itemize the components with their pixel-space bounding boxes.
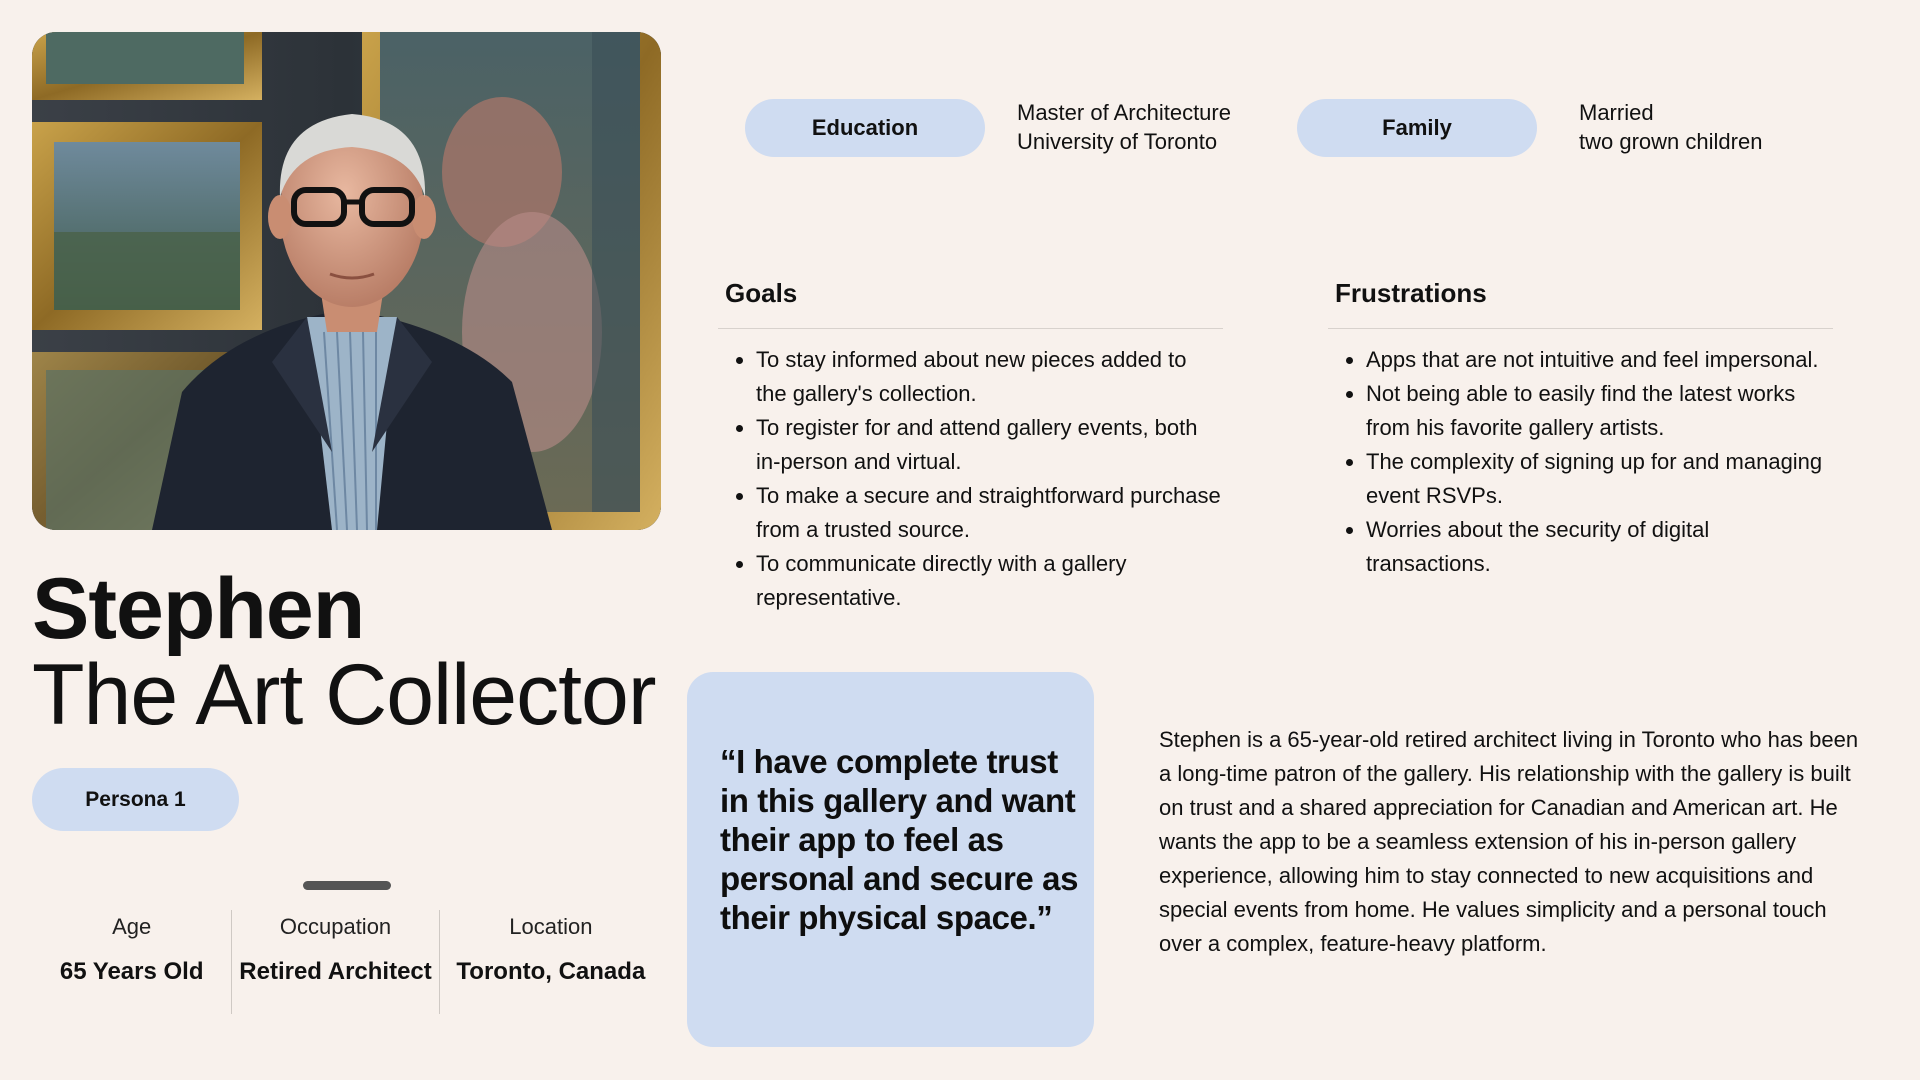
stat-value: Retired Architect [239,958,432,985]
stat-label: Location [509,914,593,939]
stat-label: Occupation [279,914,392,939]
list-item: • The complexity of signing up for and managing event RSVPs. [1366,445,1833,513]
section-divider [1328,328,1833,329]
family-status: Married [1579,100,1654,125]
stat-label: Age [112,914,152,939]
education-details [1017,98,1231,156]
persona-quote: “I have complete trust in this gallery and want their app to feel as personal and secure as their physical space.” [720,743,1079,936]
portrait-photo [32,32,661,530]
family-pill: Family [1297,99,1537,157]
frustrations-section [1328,278,1833,581]
list-item: • To register for and attend gallery events, both in-person and virtual. [756,411,1223,479]
goals-title: Goals [725,278,798,308]
education-degree: Master of Architecture [1017,100,1231,125]
persona-stats [32,910,662,1014]
list-item: • To stay informed about new pieces added to the gallery's collection. [756,343,1223,411]
family-details [1579,98,1762,156]
list-item: • Not being able to easily find the latest works from his favorite gallery artists. [1366,377,1833,445]
stat-value: 65 Years Old [59,958,204,985]
stat-occupation [231,910,438,1014]
handle-bar [303,881,391,890]
persona-label-pill: Persona 1 [32,768,239,831]
frustrations-list [1328,343,1833,581]
list-item: • Worries about the security of digital transactions. [1366,513,1833,581]
section-divider [718,328,1223,329]
list-item: • To make a secure and straightforward purchase from a trusted source. [756,479,1223,547]
goals-list [718,343,1223,615]
stat-age [32,910,231,1014]
family-children: two grown children [1579,129,1763,154]
stat-location [439,910,662,1014]
stat-value: Toronto, Canada [456,958,646,985]
goals-section [718,278,1223,615]
persona-bio: Stephen is a 65-year-old retired architect living in Toronto who has been a long-time patron of the gallery. His relationship with the gallery is built on trust and a shared appreciation for Canadian and American art. He wants the app to be a seamless extension of his in-person gallery experience, allowing him to stay connected to new acquisitions and special events from home. He values simplicity and a personal touch over a complex, feature-heavy platform. [1159,727,1859,956]
persona-name: Stephen [32,561,365,657]
persona-role: The Art Collector [32,647,656,743]
frustrations-title: Frustrations [1335,278,1487,308]
list-item: • To communicate directly with a gallery representative. [756,547,1223,615]
education-school: University of Toronto [1017,129,1218,154]
persona-portrait [32,32,661,530]
education-pill: Education [745,99,985,157]
list-item: • Apps that are not intuitive and feel impersonal. [1366,343,1833,377]
quote-card [687,672,1094,1047]
